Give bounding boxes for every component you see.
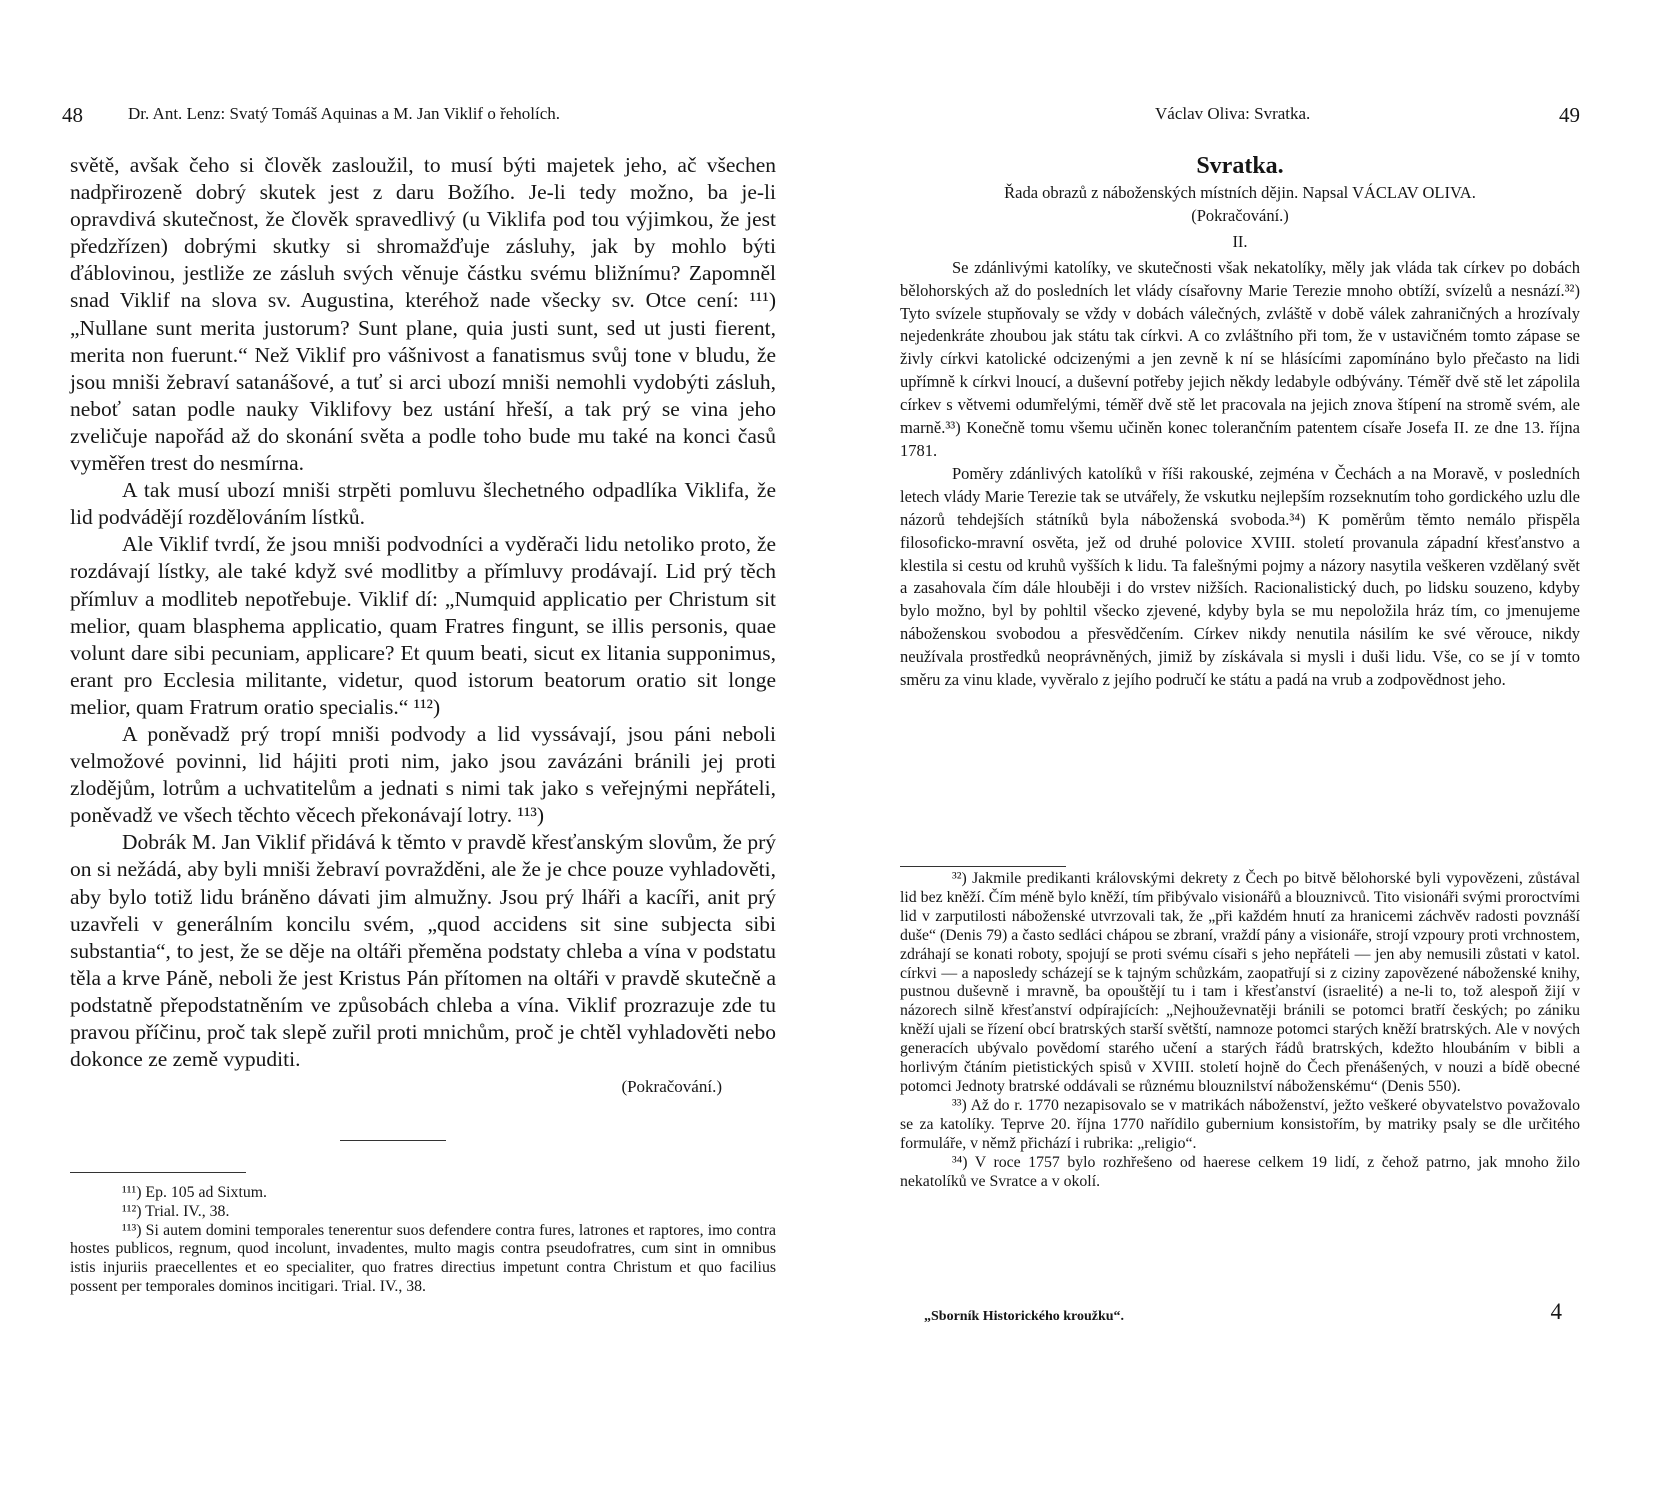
left-footnotes	[70, 1184, 776, 1297]
footnote: ¹¹³) Si autem domini temporales tenerentur suos defendere contra fures, latrones et raptores, imo contra hostes publicos, regnum, quod incolunt, invadentes, multo magis contra pseudofratres, cum sint in omnibus istis injuriis praecellentes et eo specialiter, quo fratres directius impetunt contra Christum et quo facilius possent per temporales dominos incitigari. Trial. IV., 38.	[70, 1221, 776, 1295]
signature-number: 4	[1550, 1299, 1562, 1324]
paragraph: Dobrák M. Jan Viklif přidává k těmto v pravdě křesťanským slovům, že prý on si nežádá, aby byli mniši žebraví povražděni, ale že je chce pouze vyhladověti, aby bylo totiž lidu bráněno dávati jim almužny. Jsou prý lháři a kacíři, anit prý uzavřeli v generálním koncilu svém, „quod accidens sit sine subjecta sibi substantia“, to jest, že se děje na oltáři přeměna podstaty chleba a vína v podstatu těla a krve Páně, neboli že jest Kristus Pán přítomen na oltáři v pravdě skutečně a podstatně přepodstatněním ve způsobách chleba a vína. Viklif prozrazuje zde tu pravou příčinu, proč tak slepě zuřil proti mnichům, proč je chtěl vyhladověti nebo dokonce ze země vypuditi.	[70, 830, 776, 1072]
left-body-text	[70, 152, 776, 1100]
right-body-text	[900, 150, 1580, 692]
left-running-header	[62, 103, 776, 132]
right-footnotes	[900, 870, 1580, 1191]
paragraph: Ale Viklif tvrdí, že jsou mniši podvodníci a vyděrači lidu netoliko proto, že rozdávají lístky, ale také když své modlitby a přímluvy prodávají. Lid prý těch přímluv a modliteb nepotřebuje. Viklif dí: „Numquid applicatio per Christum sit melior, quam blasphema applicatio, quam Fratres fingunt, se illis personis, quae volunt dare sibi pecuniam, applicare? Et quum beati, sicut ex litania supponimus, erant pro Ecclesia militante, videtur, quod istorum beatorum oratio sit longe melior, quam Fratrum oratio specialis.“ ¹¹²)	[70, 532, 776, 719]
right-page-number: 49	[1559, 103, 1580, 127]
paragraph: Poměry zdánlivých katolíků v říši rakouské, zejména v Čechách a na Moravě, v posledních letech vlády Marie Terezie tak se utvářely, že vskutku nejlepším rozseknutím toho gordického uzlu dle názorů tehdejších státníků byla náboženská svoboda.³⁴) K poměrům těmto nemálo přispěla filosoficko-mravní osvěta, jež od druhé polovice XVIII. století provanula západní křesťanstvo a klestila si cestu od kruhů vyšších k lidu. Ta falešnými pojmy a názory nasytila veškeren vzdělaný svět a zasahovala čím dále hlouběji i do vrstev nižších. Racionalistický duch, po lidsku souzeno, kdyby bylo možno, byl by pohltil všecko zjevené, kdyby byla se mu nepoložila hráz tím, co jmenujeme náboženskou svobodou a přesvědčením. Církev nikdy nenutila násilím ke své věrouce, nikdy neužívala prostředků neoprávněných, jimiž by získávala si mysli i duši lidu. Vše, co se jí v tomto směru za vinu klade, vyvěralo z jejího područí ke státu a padá na vrub a zodpovědnost jeho.	[900, 463, 1580, 690]
continued-note: (Pokračování.)	[621, 1077, 722, 1097]
footnote: ³³) Až do r. 1770 nezapisovalo se v matrikách náboženství, ježto veškeré obyvatelstvo považovalo se za katolíky. Teprve 20. října 1770 nařídilo gubernium konsistořím, by matriky psaly se dle určitého formuláře, v němž přichází i rubrika: „religio“.	[900, 1096, 1580, 1152]
footnote: ¹¹²) Trial. IV., 38.	[122, 1202, 230, 1220]
section-divider	[340, 1140, 446, 1141]
footnote: ¹¹¹) Ep. 105 ad Sixtum.	[122, 1184, 267, 1201]
left-page-number: 48	[62, 103, 83, 127]
paragraph: Se zdánlivými katolíky, ve skutečnosti však nekatolíky, měly jak vláda tak církev po dobách bělohorských až do posledních let vlády císařovny Marie Terezie mnoho obtíží, svízelů a nesnází.³²) Tyto svízele stupňovaly se vždy v dobách válečných, zvláště v době válek zahraničných a hrozívaly nejedenkráte zhoubou jak státu tak církvi. A co zvláštního při tom, že v ustavičném tomto zápase se živly církvi katolické odcizenými a jen zevně k ní se hlásícími zapomínáno bylo přečasto na lidi upřímně k církvi lnoucí, a duševní potřeby jejich někdy ledabyle odbývány. Téměř dvě stě let zápolila církev s větvemi odumřelými, téměř dvě stě let pracovala na jejich znova štípení na stromě svém, ale marně.³³) Konečně tomu všemu učiněn konec tolerančním patentem císaře Josefa II. ze dne 13. října 1781.	[900, 257, 1580, 460]
signature-mark: „Sborník Historického kroužku“.	[924, 1309, 1125, 1324]
footnote: ³²) Jakmile predikanti královskými dekrety z Čech po bitvě bělohorské byli vypovězeni, zůstával lid bez kněží. Čím méně bylo kněží, tím přibývalo visionářů a blouznivců. Tito visionáři svými proroctvími lid v zarputilosti náboženské utvrzovali tak, že „při každém hnutí za hranicemi záchvěv radosti povznáší duše“ (Denis 79) a často sedláci chápou se zbraní, vraždí pány a visionáře, strojí vzpoury proti vrchnostem, zdráhají se konati roboty, spojují se proti svému císaři s jeho nepřáteli — jen aby nemusili zůstati v katol. církvi — a naposledy scházejí se k tajným schůzkám, zaopatřují si z ciziny zapovězené náboženské knihy, pustnou duševně i mravně, ba opouštějí tu i tam i křesťanství (israelité) a ne-li to, tož alespoň žijí v názorech silně křesťanství odpírajících: „Nejhouževnatěji bránili se potomci bratří českých; po zániku kněží ujali se řízení obcí bratrských starší světští, namnoze potomci starých kněží bratrských. Ale v nových generacích ubývalo povědomí starého učení a starých řádů bratrských, kdežto hloubáním v bibli a horlivým čtáním pietistických spisů v XVIII. století hojně do Čech přenášených, v nouzi a bídě obecné potomci Jednoty bratrské oddávali se různému blouznilství náboženskému“ (Denis 550).	[900, 870, 1580, 1095]
footnote-rule	[900, 866, 1066, 867]
footnote-rule	[70, 1172, 246, 1173]
article-title: Svratka.	[1196, 153, 1284, 179]
paragraph: světě, avšak čeho si člověk zasloužil, to musí býti majetek jeho, ač všechen nadpřirozeně dobrý skutek jest z daru Božího. Je-li tedy možno, ba je-li opravdivá skutečnost, že člověk spravedlivý (u Viklifa pod tou výjimkou, že jest předzřízen) dobrými skutky si shromažďuje zásluhy, jak by mohlo býti ďáblovinou, jestliže ze zásluh svých věnuje částku svému bližnímu? Zapomněl snad Viklif na slova sv. Augustina, kteréhož nade všecky sv. Otce cení: ¹¹¹) „Nullane sunt merita justorum? Sunt plane, quia justi sunt, sed ut justi fierent, merita non fuerunt.“ Než Viklif pro vášnivost a fanatismus svůj tone v bludu, že jsou mniši žebraví satanášové, a tuť si arci ubozí mniši nemohli vydobýti zásluh, neboť satan podle nauky Viklifovy bez ustání hřeší, a tak prý se vina jeho zveličuje napořád až do skonání světa a podle toho bude mu také na konci časů vyměřen trest do nesmírna.	[70, 153, 776, 476]
paragraph: A poněvadž prý tropí mniši podvody a lid vyssávají, jsou páni neboli velmožové povinni, lid hájiti proti nim, jako jsou zavázáni bránili jej proti zlodějům, lotrům a uchvatitelům a jednati s nimi tak jako s veřejnými nepřáteli, poněvadž ve všech těchto věcech překonávají lotry. ¹¹³)	[70, 721, 776, 828]
section-number: II.	[1232, 231, 1248, 251]
continued-row	[70, 1073, 776, 1100]
left-header-title: Dr. Ant. Lenz: Svatý Tomáš Aquinas a M. Jan Viklif o řeholích.	[128, 104, 561, 123]
continuation-label: (Pokračování.)	[1191, 205, 1289, 225]
footnote: ³⁴) V roce 1757 bylo rozhřešeno od haerese celkem 19 lidí, z čehož patrno, jak mnoho žilo nekatolíků ve Svratce a v okolí.	[900, 1153, 1580, 1190]
right-header-title: Václav Oliva: Svratka.	[1155, 104, 1311, 123]
article-subtitle: Řada obrazů z náboženských místních dějin. Napsal VÁCLAV OLIVA.	[1004, 183, 1476, 202]
right-running-header	[900, 104, 1580, 132]
paragraph: A tak musí ubozí mniši strpěti pomluvu šlechetného odpadlíka Viklifa, že lid podvádějí rozdělováním lístků.	[70, 478, 776, 530]
